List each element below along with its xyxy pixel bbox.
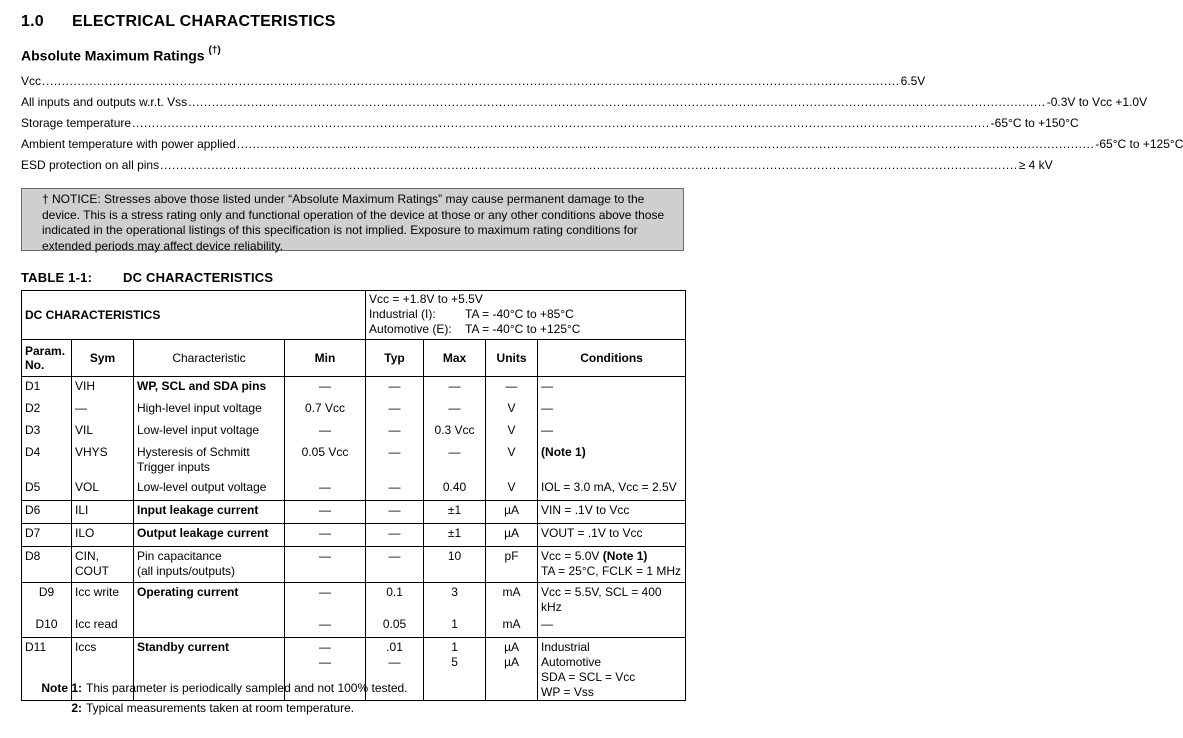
rating-label: All inputs and outputs w.r.t. Vss (21, 95, 188, 109)
table-row: D1 VIH WP, SCL and SDA pins — — — — — (22, 377, 686, 400)
note-text: This parameter is periodically sampled and not 100% tested. (86, 681, 408, 695)
col-header-sym: Sym (72, 340, 134, 377)
note-item (26, 681, 408, 701)
table-row: D9 Icc write Operating current — 0.1 3 mA Vcc = 5.5V, SCL = 400 kHz (22, 583, 686, 616)
col-header-typ: Typ (366, 340, 424, 377)
rating-label: Ambient temperature with power applied (21, 137, 236, 151)
rating-label: Storage temperature (21, 116, 132, 130)
table-row: D3 VIL Low-level input voltage — — 0.3 Vcc V — (22, 421, 686, 443)
note-text: Typical measurements taken at room temperature. (86, 701, 355, 715)
col-header-min: Min (285, 340, 366, 377)
col-header-units: Units (486, 340, 538, 377)
leader-dots: .......................................................................................................................................................................................................................... (42, 74, 900, 88)
dc-label-cell: DC CHARACTERISTICS (22, 291, 366, 340)
rating-value: ≥ 4 kV (1018, 158, 1053, 172)
section-number: 1.0 (21, 13, 44, 30)
table-row: D5 VOL Low-level output voltage — — 0.40 V IOL = 3.0 mA, Vcc = 2.5V (22, 478, 686, 501)
vcc-range: Vcc = +1.8V to +5.5V (369, 292, 483, 306)
table-row: D10 Icc read — 0.05 1 mA — (22, 615, 686, 638)
dc-characteristics-table (21, 290, 686, 701)
col-header-param: Param. No. (22, 340, 72, 377)
industrial-range: Industrial (I): TA = -40°C to +85°C (369, 307, 574, 321)
table-row: D6 ILI Input leakage current — — ±1 µA VIN = .1V to Vcc (22, 501, 686, 524)
table-caption (21, 270, 273, 285)
rating-value: 6.5V (900, 74, 926, 88)
section-title: ELECTRICAL CHARACTERISTICS (72, 13, 336, 30)
table-row: D2 — High-level input voltage 0.7 Vcc — — V — (22, 399, 686, 421)
leader-dots: .......................................................................................................................................................................................................................... (236, 137, 1095, 151)
dagger-mark: (†) (208, 45, 221, 56)
rating-row (21, 158, 1053, 179)
notice-box: † NOTICE: Stresses above those listed under “Absolute Maximum Ratings” may cause permanent damage to the device. This is a stress rating only and functional operation of the device at those or any other conditions above those indicated in the operational listings of this specification is not implied. Exposure to maximum rating conditions for extended periods may affect device reliability. (21, 188, 684, 251)
leader-dots: .......................................................................................................................................................................................................................... (188, 95, 1046, 109)
absolute-max-ratings-list (21, 74, 1183, 179)
table-number: TABLE 1-1: (21, 270, 93, 285)
table-row: D7 ILO Output leakage current — — ±1 µA VOUT = .1V to Vcc (22, 524, 686, 547)
table-notes (26, 681, 408, 721)
rating-value: -65°C to +125°C (1095, 137, 1183, 151)
note-label: 2: (71, 701, 82, 715)
automotive-range: Automotive (E): TA = -40°C to +125°C (369, 322, 581, 336)
col-header-max: Max (424, 340, 486, 377)
rating-row (21, 116, 1079, 137)
leader-dots: .......................................................................................................................................................................................................................... (160, 158, 1018, 172)
table-row: D8 CIN, COUT Pin capacitance (all inputs/outputs) — — 10 pF Vcc = 5.0V (Note 1) TA = 25°C, FCLK = 1 MHz (22, 547, 686, 583)
section-heading (21, 13, 336, 31)
rating-value: -0.3V to Vcc +1.0V (1046, 95, 1148, 109)
rating-row (21, 95, 1148, 116)
table-row: D11 Iccs Standby current — — .01 — 1 5 µA µA Industrial Automotive SDA = SCL = Vcc WP = Vss (22, 638, 686, 701)
rating-row (21, 74, 926, 95)
table-title: DC CHARACTERISTICS (123, 270, 274, 285)
table-row: D4 VHYS Hysteresis of Schmitt Trigger inputs 0.05 Vcc — — V (Note 1) (22, 443, 686, 478)
note-item (26, 701, 408, 721)
col-header-characteristic: Characteristic (134, 340, 285, 377)
rating-label: Vcc (21, 74, 42, 88)
leader-dots: .......................................................................................................................................................................................................................... (132, 116, 990, 130)
absolute-max-title: Absolute Maximum Ratings (†) (21, 45, 221, 64)
operating-conditions-cell (366, 291, 686, 340)
rating-row (21, 137, 1183, 158)
rating-label: ESD protection on all pins (21, 158, 160, 172)
rating-value: -65°C to +150°C (990, 116, 1079, 130)
note-label: Note 1: (41, 681, 82, 695)
col-header-conditions: Conditions (538, 340, 686, 377)
